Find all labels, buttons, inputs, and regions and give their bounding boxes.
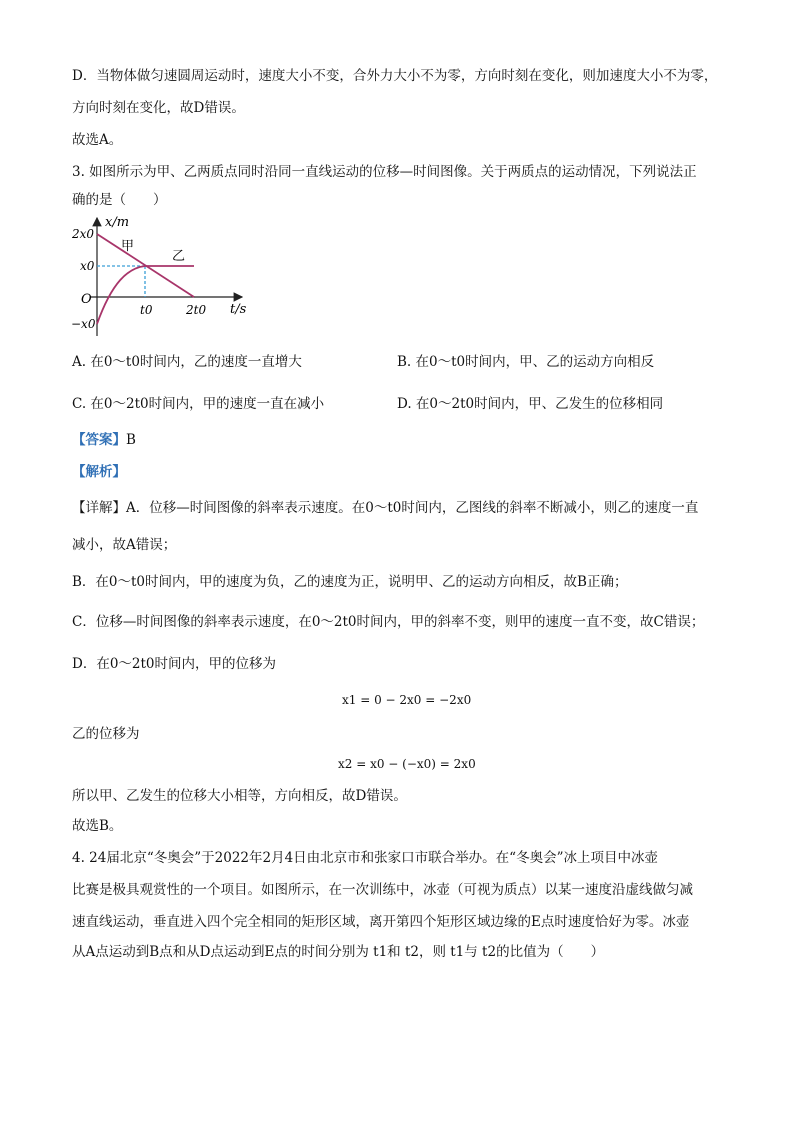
q3-option-a: A. 在0～t0时间内，乙的速度一直增大: [72, 354, 302, 370]
q2-option-d-line2: 方向时刻在变化，故D错误。: [72, 100, 245, 116]
detail-tag: 【详解】: [72, 500, 126, 516]
q2-option-d-line1: D．当物体做匀速圆周运动时，速度大小不变，合外力大小不为零，方向时刻在变化，则加速度大小不为零，: [72, 68, 718, 84]
q3-option-d: D. 在0～2t0时间内，甲、乙发生的位移相同: [397, 396, 664, 412]
q4-line4: 从A点运动到B点和从D点运动到E点的时间分别为 t1和 t2，则 t1与 t2的比值为（ ）: [72, 944, 605, 960]
analysis-tag: 【解析】: [72, 464, 126, 480]
y-tick-2x0: 2x0: [72, 227, 95, 241]
y-tick-neg-x0: −x0: [71, 317, 96, 331]
answer-tag: 【答案】: [72, 432, 126, 448]
y-tick-x0: x0: [80, 259, 95, 273]
jia-label: 甲: [121, 239, 135, 254]
xt-graph: [70, 212, 260, 340]
detail-c: C．位移—时间图像的斜率表示速度，在0～2t0时间内，甲的斜率不变，则甲的速度一直不变，故C错误；: [72, 614, 705, 630]
detail-a-line2: 减小，故A错误；: [72, 537, 177, 553]
x-axis-label: t/s: [230, 302, 247, 317]
x-tick-2t0: 2t0: [186, 303, 207, 317]
detail-a-text: A．位移—时间图像的斜率表示速度。在0～t0时间内，乙图线的斜率不断减小，则乙的速度一直: [126, 500, 699, 516]
analysis-row: [72, 462, 126, 482]
q3-stem-line2: 确的是（ ）: [72, 192, 167, 208]
formula-x2: x2 = x0 − (−x0) = 2x0: [338, 757, 476, 771]
detail-d: D．在0～2t0时间内，甲的位移为: [72, 656, 277, 672]
yi-label: 乙: [172, 249, 186, 264]
answer-row: [72, 430, 136, 450]
yi-displacement-label: 乙的位移为: [72, 726, 140, 742]
y-axis-label: x/m: [105, 215, 130, 230]
q4-line3: 速直线运动，垂直进入四个完全相同的矩形区域，离开第四个矩形区域边缘的E点时速度恰好为零。冰壶: [72, 914, 690, 930]
q3-stem-line1: 3. 如图所示为甲、乙两质点同时沿同一直线运动的位移—时间图像。关于两质点的运动情况，下列说法正: [72, 164, 697, 180]
q3-option-c: C. 在0～2t0时间内，甲的速度一直在减小: [72, 396, 325, 412]
detail-b: B．在0～t0时间内，甲的速度为负，乙的速度为正，说明甲、乙的运动方向相反，故B正确；: [72, 574, 628, 590]
q3-select: 故选B。: [72, 818, 123, 834]
x-tick-t0: t0: [140, 303, 153, 317]
origin-label: O: [81, 292, 92, 307]
detail-a-line1: [72, 498, 698, 518]
q3-option-b: B. 在0～t0时间内，甲、乙的运动方向相反: [397, 354, 655, 370]
q4-line1: 4. 24届北京“冬奥会”于2022年2月4日由北京市和张家口市联合举办。在“冬奥会”冰上项目中冰壶: [72, 850, 658, 866]
q3-conclusion-text: 所以甲、乙发生的位移大小相等，方向相反，故D错误。: [72, 788, 407, 804]
q2-conclusion: 故选A。: [72, 132, 123, 148]
answer-value: B: [126, 432, 136, 448]
formula-x1: x1 = 0 − 2x0 = −2x0: [342, 693, 472, 707]
q4-line2: 比赛是极具观赏性的一个项目。如图所示，在一次训练中，冰壶（可视为质点）以某一速度沿虚线做匀减: [72, 882, 693, 898]
